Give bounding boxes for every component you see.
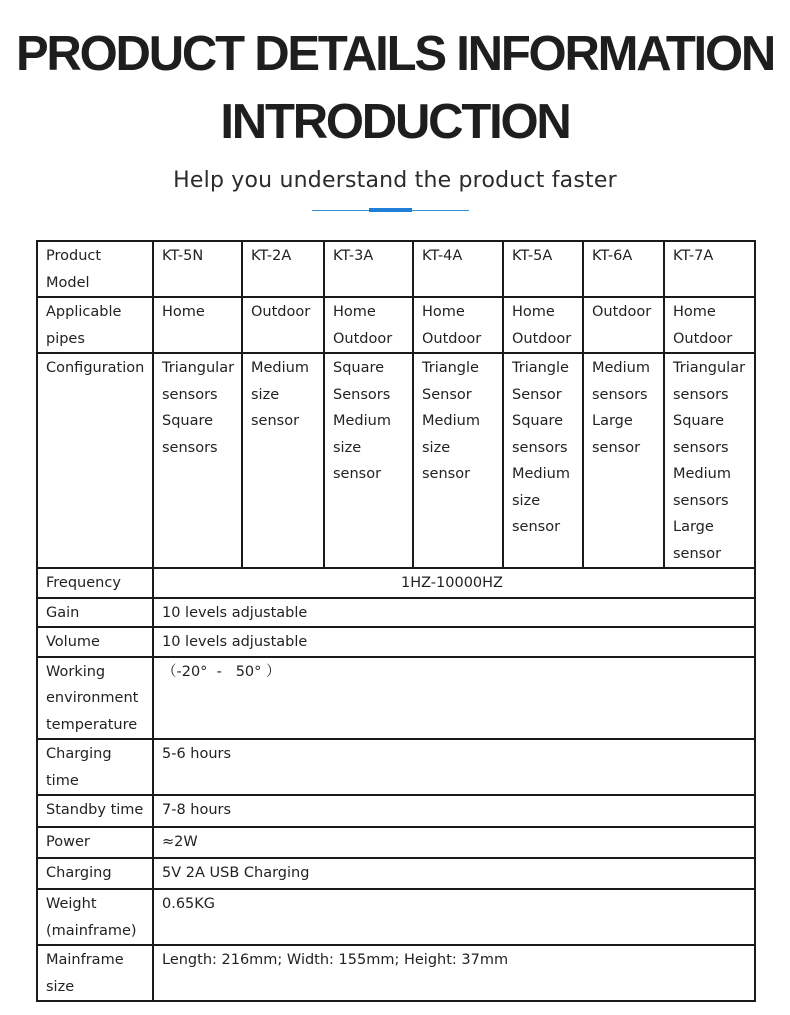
cell-line: Outdoor (592, 304, 652, 320)
config-cell (242, 353, 324, 568)
cell-line: sensors (673, 386, 729, 403)
label-line: Product (46, 248, 102, 264)
label-line: Working (46, 663, 106, 680)
charging-time-value: 5-6 hours (153, 739, 755, 795)
cell-line: Outdoor (673, 330, 733, 347)
row-label-working-temperature (37, 657, 153, 740)
row-label-charging-time (37, 739, 153, 795)
config-cell (583, 353, 664, 568)
cell-line: Medium (333, 413, 391, 429)
model-cell: KT-4A (413, 241, 503, 297)
cell-line: sensors (592, 386, 648, 403)
label-line: Applicable (46, 304, 122, 320)
row-label-weight (37, 889, 153, 945)
cell-line: sensors (162, 439, 218, 456)
subtitle-divider-accent (369, 208, 412, 212)
cell-line: sensor (333, 466, 382, 482)
row-label-product-model (37, 241, 153, 297)
row-label-applicable-pipes (37, 297, 153, 353)
table-row-charging (37, 858, 755, 889)
cell-line: Square (673, 413, 725, 429)
table-row-working-temperature (37, 657, 755, 740)
cell-line: Sensor (512, 386, 562, 403)
label-line: Mainframe (46, 952, 124, 968)
cell-line: Triangular (162, 360, 235, 376)
row-label-mainframe-size (37, 945, 153, 1001)
charging-value: 5V 2A USB Charging (153, 858, 755, 889)
power-value: ≈2W (153, 827, 755, 858)
row-label-volume: Volume (37, 627, 153, 657)
model-cell: KT-7A (664, 241, 755, 297)
cell-line: size (512, 492, 541, 509)
model-cell: KT-5N (153, 241, 242, 297)
cell-line: sensor (673, 545, 722, 562)
label-line: Charging (46, 746, 112, 762)
table-row-gain (37, 598, 755, 628)
standby-time-value: 7-8 hours (153, 795, 755, 827)
row-label-gain: Gain (37, 598, 153, 628)
cell-line: Outdoor (333, 330, 393, 347)
weight-value: 0.65KG (153, 889, 755, 945)
cell-line: size (422, 439, 451, 456)
row-label-standby-time: Standby time (37, 795, 153, 827)
cell-line: Medium (673, 466, 731, 482)
model-cell: KT-3A (324, 241, 413, 297)
gain-value: 10 levels adjustable (153, 598, 755, 628)
model-cell: KT-2A (242, 241, 324, 297)
working-temperature-value: （-20° - 50° ） (153, 657, 755, 740)
table-row-product-model (37, 241, 755, 297)
frequency-value: 1HZ-10000HZ (153, 568, 755, 598)
config-cell (413, 353, 503, 568)
table-row-charging-time (37, 739, 755, 795)
cell-line: size (251, 386, 280, 403)
cell-line: Sensors (333, 386, 391, 403)
config-cell (324, 353, 413, 568)
model-cell: KT-6A (583, 241, 664, 297)
cell-line: Home (673, 304, 716, 320)
model-cell: KT-5A (503, 241, 583, 297)
cell-line: sensors (673, 492, 729, 509)
cell-line: Medium (592, 360, 650, 376)
cell-line: sensors (673, 439, 729, 456)
label-line: time (46, 772, 79, 789)
cell-line: sensor (592, 439, 641, 456)
page-title-line-2: INTRODUCTION (220, 95, 570, 149)
mainframe-size-value: Length: 216mm; Width: 155mm; Height: 37mm (153, 945, 755, 1001)
pipes-cell (153, 297, 242, 353)
cell-line: Medium (251, 360, 309, 376)
cell-line: Home (512, 304, 555, 320)
label-line: pipes (46, 330, 85, 347)
pipes-cell (324, 297, 413, 353)
page-subtitle: Help you understand the product faster (173, 168, 617, 193)
cell-line: sensor (512, 519, 561, 535)
cell-line: Medium (512, 466, 570, 482)
spec-table (36, 240, 756, 1002)
cell-line: Triangle (422, 360, 479, 376)
table-row-weight (37, 889, 755, 945)
cell-line: Triangular (673, 360, 746, 376)
label-line: temperature (46, 716, 138, 733)
cell-line: Outdoor (512, 330, 572, 347)
cell-line: Triangle (512, 360, 569, 376)
cell-line: Home (162, 304, 205, 320)
cell-line: sensors (162, 386, 218, 403)
config-cell (503, 353, 583, 568)
table-row-configuration (37, 353, 755, 568)
cell-line: Square (512, 413, 564, 429)
table-row-mainframe-size (37, 945, 755, 1001)
cell-line: Home (422, 304, 465, 320)
cell-line: Large (673, 519, 714, 535)
cell-line: size (333, 439, 362, 456)
volume-value: 10 levels adjustable (153, 627, 755, 657)
cell-line: Home (333, 304, 376, 320)
cell-line: sensor (251, 413, 300, 429)
cell-line: Square (162, 413, 214, 429)
table-row-applicable-pipes (37, 297, 755, 353)
label-line: environment (46, 690, 139, 706)
label-line: Weight (46, 896, 97, 912)
pipes-cell (242, 297, 324, 353)
cell-line: Outdoor (251, 304, 311, 320)
label-line: (mainframe) (46, 922, 137, 939)
pipes-cell (664, 297, 755, 353)
cell-line: sensors (512, 439, 568, 456)
cell-line: Outdoor (422, 330, 482, 347)
pipes-cell (413, 297, 503, 353)
row-label-frequency: Frequency (37, 568, 153, 598)
label-line: size (46, 978, 75, 995)
row-label-configuration: Configuration (37, 353, 153, 568)
cell-line: Square (333, 360, 385, 376)
table-row-volume (37, 627, 755, 657)
cell-line: Medium (422, 413, 480, 429)
table-row-power (37, 827, 755, 858)
config-cell (153, 353, 242, 568)
row-label-charging: Charging (37, 858, 153, 889)
pipes-cell (583, 297, 664, 353)
row-label-power: Power (37, 827, 153, 858)
page-title-line-1: PRODUCT DETAILS INFORMATION (15, 27, 775, 81)
cell-line: Sensor (422, 386, 472, 403)
label-line: Model (46, 274, 90, 291)
cell-line: sensor (422, 466, 471, 482)
cell-line: Large (592, 413, 633, 429)
table-row-frequency (37, 568, 755, 598)
config-cell (664, 353, 755, 568)
table-row-standby-time (37, 795, 755, 827)
pipes-cell (503, 297, 583, 353)
